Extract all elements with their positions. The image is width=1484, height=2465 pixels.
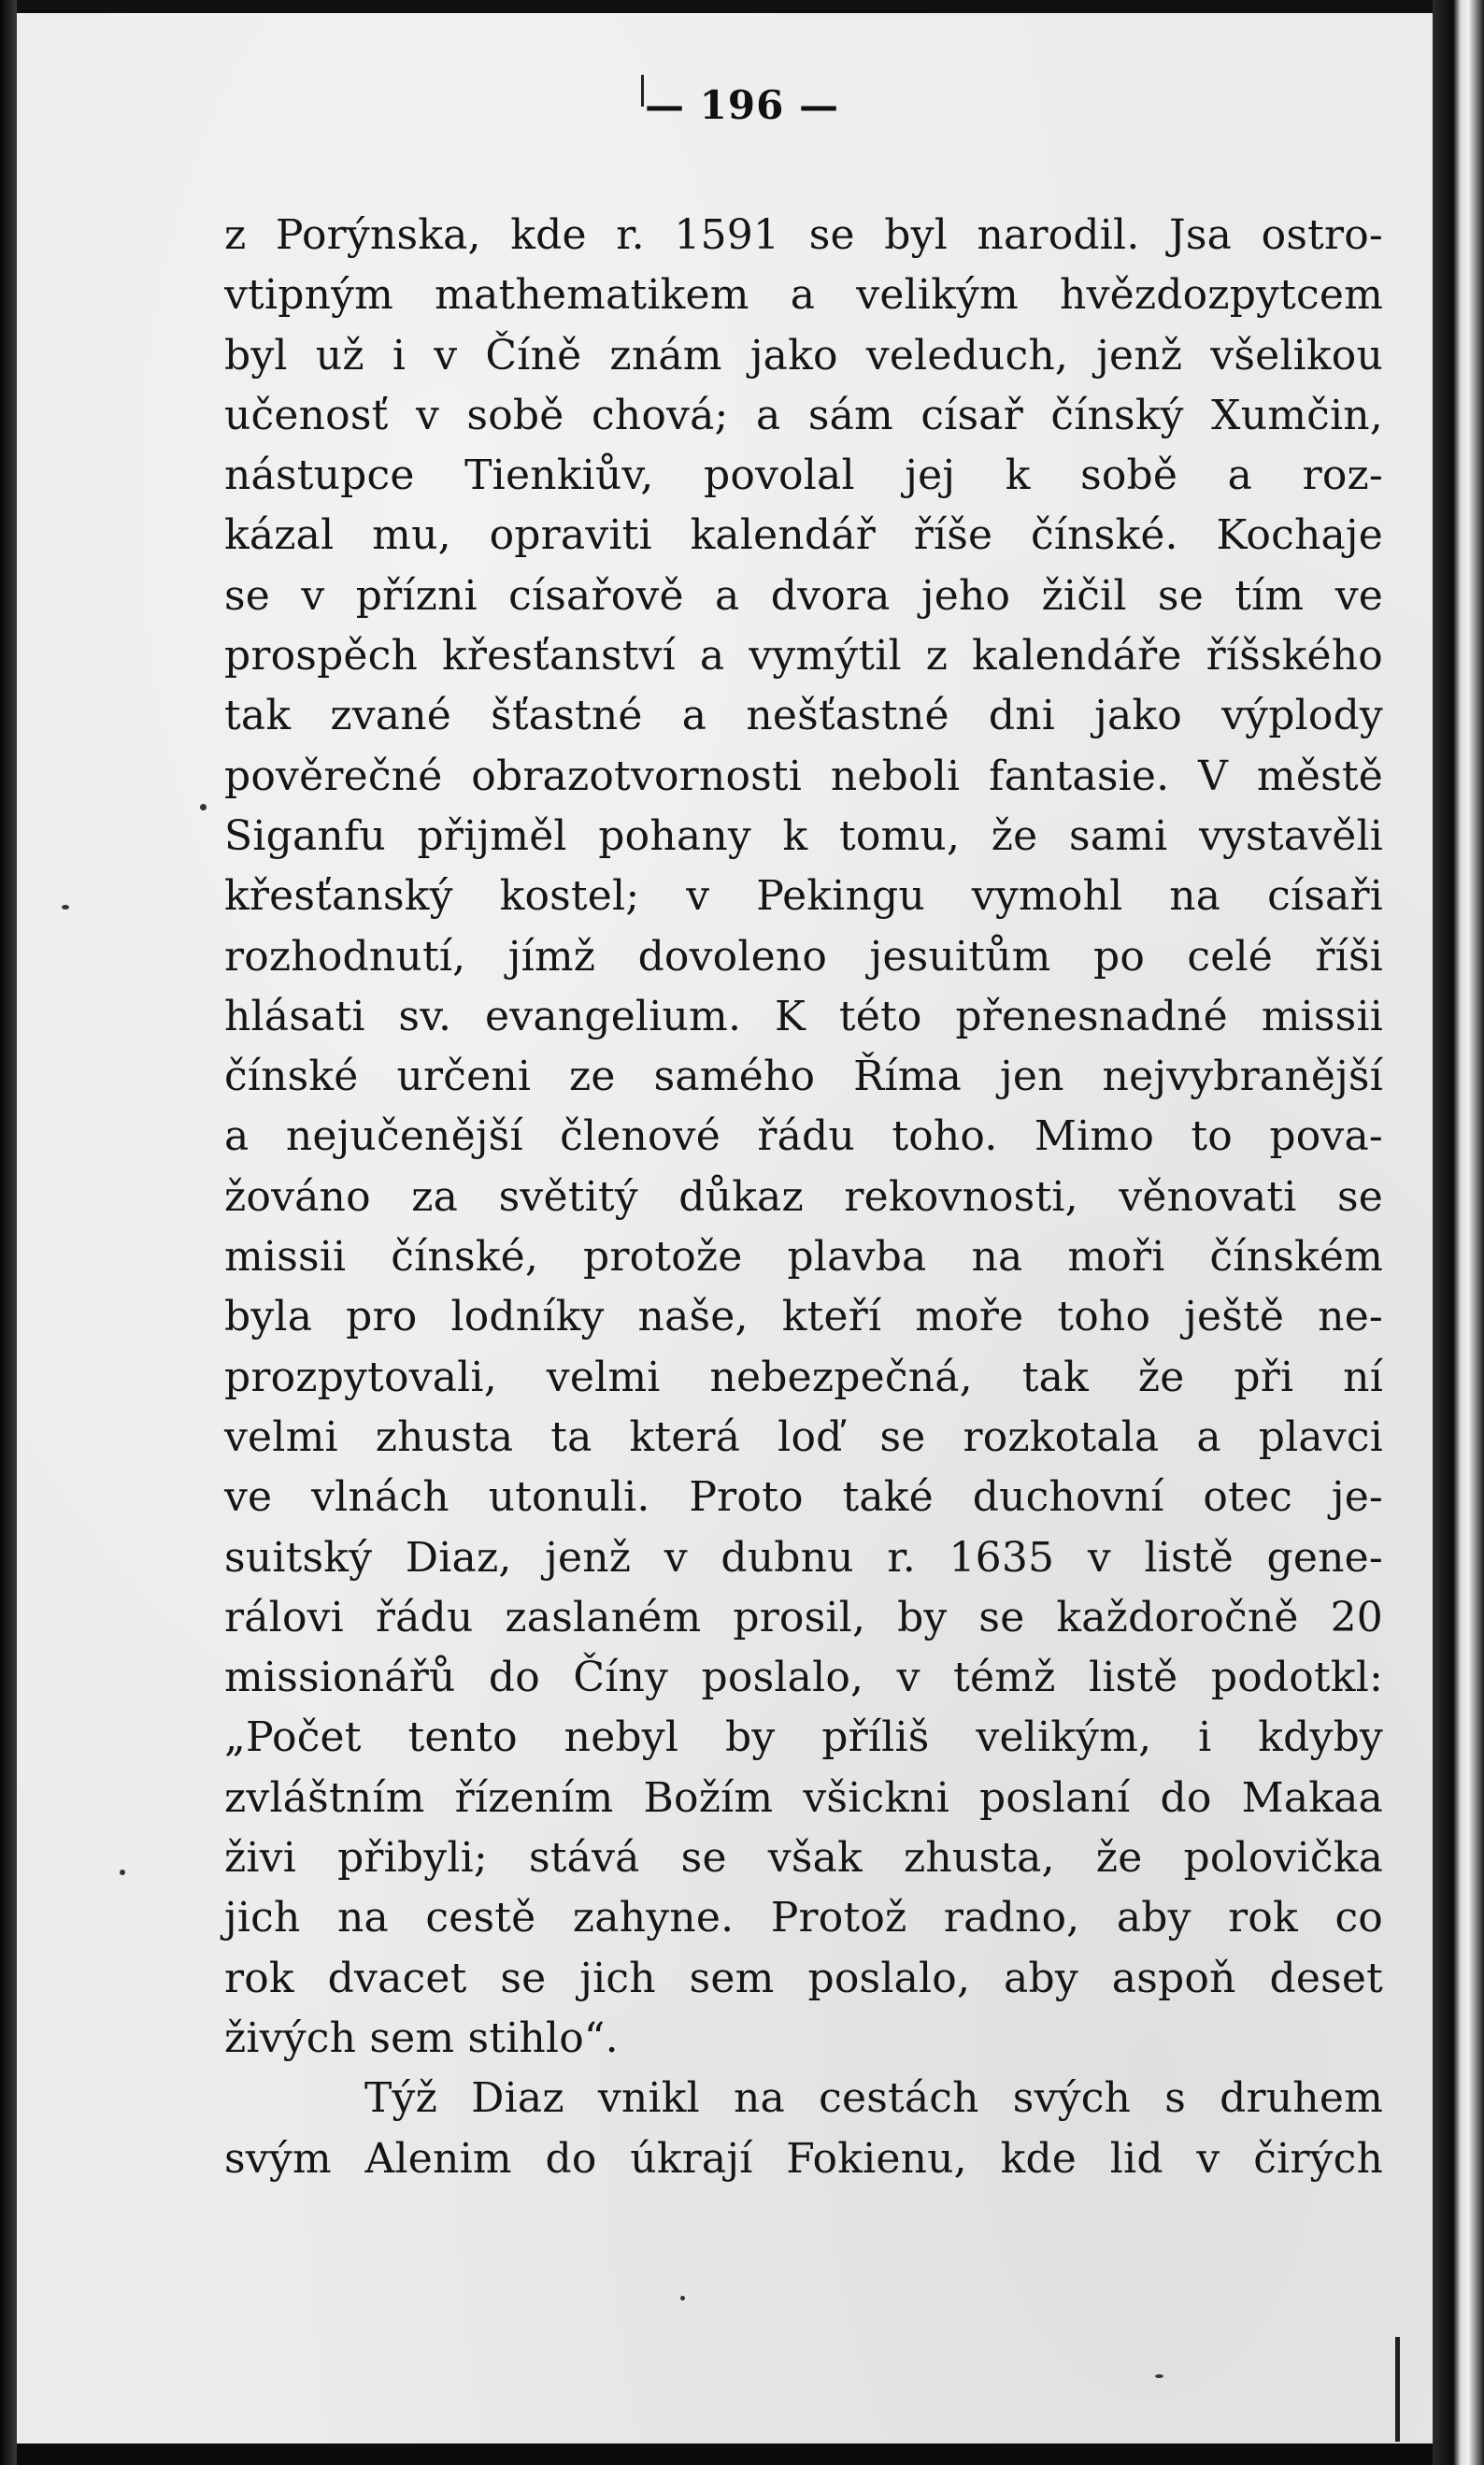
text-line: a nejučenější členové řádu toho. Mimo to pova-	[224, 1112, 1383, 1161]
text-line: živi přibyli; stává se však zhusta, že polovička	[224, 1834, 1383, 1883]
paragraph-start-line: Týž Diaz vnikl na cestách svých s druhem	[364, 2074, 1383, 2123]
text-line: tak zvané šťastné a nešťastné dni jako výplody	[224, 692, 1383, 740]
scan-speck	[1155, 2374, 1163, 2378]
paragraph-end-line: živých sem stihlo“.	[224, 2014, 619, 2062]
text-line: jich na cestě zahyne. Protož radno, aby rok co	[224, 1894, 1383, 1942]
text-line: pověrečné obrazotvornosti neboli fantasie. V městě	[224, 752, 1383, 800]
scan-speck	[200, 804, 207, 810]
scan-speck	[120, 1870, 125, 1875]
scan-right-edge	[1433, 0, 1484, 2465]
body-text	[224, 206, 1383, 2189]
text-line: missii čínské, protože plavba na moři čínském	[224, 1233, 1383, 1282]
scan-speck	[62, 905, 69, 910]
text-line: žováno za světitý důkaz rekovnosti, věnovati se	[224, 1172, 1383, 1221]
page-number: — 196 —	[645, 82, 839, 128]
scan-margin-line	[1395, 2337, 1400, 2442]
text-line: vtipným mathematikem a velikým hvězdozpytcem	[224, 271, 1383, 320]
text-line: velmi zhusta ta která loď se rozkotala a plavci	[224, 1412, 1383, 1461]
text-line: suitský Diaz, jenž v dubnu r. 1635 v listě gene-	[224, 1533, 1383, 1582]
scan-speck	[680, 2296, 685, 2300]
text-line: se v přízni císařově a dvora jeho žičil se tím ve	[224, 571, 1383, 620]
text-line: ve vlnách utonuli. Proto také duchovní otec je-	[224, 1473, 1383, 1522]
text-line: rok dvacet se jich sem poslalo, aby aspoň deset	[224, 1954, 1383, 2002]
text-line: křesťanský kostel; v Pekingu vymohl na císaři	[224, 872, 1383, 921]
text-line: prospěch křesťanství a vymýtil z kalendáře říšského	[224, 632, 1383, 681]
text-line: svým Alenim do úkrají Fokienu, kde lid v čirých	[224, 2134, 1383, 2183]
text-line: rozhodnutí, jímž dovoleno jesuitům po celé říši	[224, 932, 1383, 981]
scan-top-edge	[0, 0, 1484, 13]
text-line: zvláštním řízením Božím všickni poslaní do Makaa	[224, 1773, 1383, 1822]
text-line: z Porýnska, kde r. 1591 se byl narodil. Jsa ostro-	[224, 211, 1383, 259]
scan-left-edge	[0, 0, 17, 2465]
text-line: čínské určeni ze samého Říma jen nejvybranější	[224, 1053, 1383, 1101]
text-line: prozpytovali, velmi nebezpečná, tak že při ní	[224, 1353, 1383, 1401]
text-line: rálovi řádu zaslaném prosil, by se každoročně 20	[224, 1593, 1383, 1641]
text-line: učenosť v sobě chová; a sám císař čínský Xumčin,	[224, 391, 1383, 439]
text-line: byla pro lodníky naše, kteří moře toho ještě ne-	[224, 1293, 1383, 1341]
text-line: Siganfu přijměl pohany k tomu, že sami vystavěli	[224, 811, 1383, 860]
text-line: „Počet tento nebyl by příliš velikým, i kdyby	[224, 1713, 1383, 1762]
text-line: nástupce Tienkiův, povolal jej k sobě a roz-	[224, 451, 1383, 500]
text-line: hlásati sv. evangelium. K této přenesnadné missii	[224, 992, 1383, 1040]
text-line: byl už i v Číně znám jako veleduch, jenž všelikou	[224, 331, 1383, 380]
text-line: missionářů do Číny poslalo, v témž listě podotkl:	[224, 1654, 1383, 1702]
text-line: kázal mu, opraviti kalendář říše čínské. Kochaje	[224, 511, 1383, 560]
